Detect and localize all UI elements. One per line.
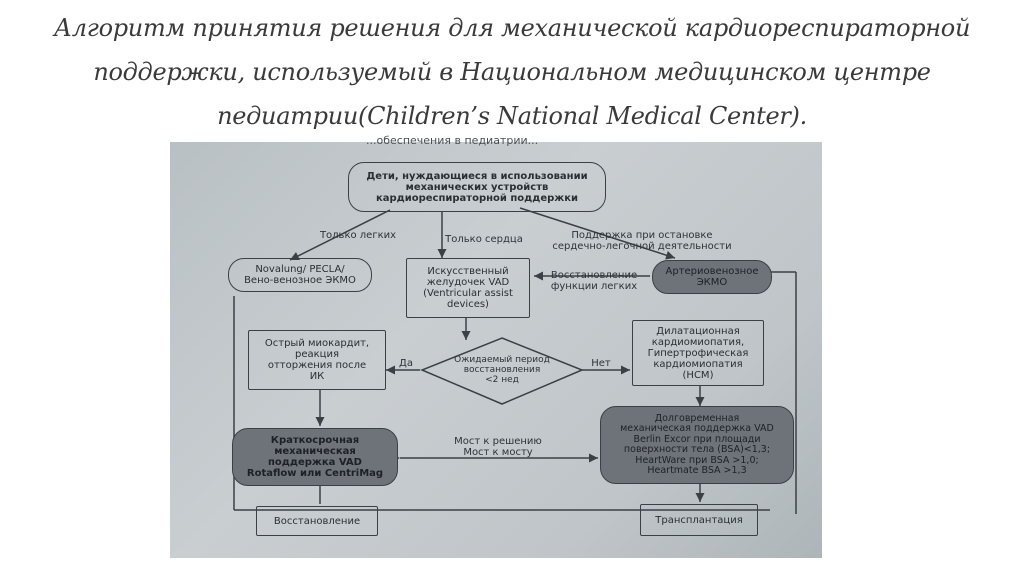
- node-myocarditis: Острый миокардит, реакция отторжения после ИК: [248, 330, 386, 390]
- node-short-term-vad: Краткосрочная механическая поддержка VAD Rotaflow или CentriMag: [232, 428, 398, 486]
- label-lungs-only: Только легких: [319, 230, 397, 241]
- decision-text: Ожидаемый период восстановления <2 нед: [454, 355, 550, 385]
- node-novalung: Novalung/ PECLA/ Вено-венозное ЭКМО: [228, 258, 372, 292]
- node-cardiomyopathy: Дилатационная кардиомиопатия, Гипертрофическая кардиомиопатия (HCM): [632, 320, 764, 386]
- node-long-term-vad: Долговременная механическая поддержка VAD Berlin Excor при площади поверхности тела (BSA)<1,3; HeartWare при BSA >1,0; Heartmate BSA >1,3: [600, 406, 794, 484]
- node-transplant: Трансплантация: [640, 504, 758, 536]
- cut-off-header: ...обеспечения в педиатрии...: [366, 134, 539, 147]
- label-arrest-support: Поддержка при остановке сердечно-легочной деятельности: [552, 230, 732, 252]
- label-no: Нет: [591, 358, 611, 369]
- label-yes: Да: [399, 358, 413, 369]
- node-recovery: Восстановление: [256, 506, 378, 536]
- label-bridge: Мост к решению Мост к мосту: [454, 436, 542, 458]
- node-vad: Искусственный желудочек VAD (Ventricular assist devices): [406, 258, 530, 318]
- node-start: Дети, нуждающиеся в использовании механических устройств кардиореспираторной поддержки: [348, 162, 606, 212]
- node-av-ecmo: Артериовенозное ЭКМО: [652, 260, 772, 294]
- title-line-1: Алгоритм принятия решения для механической кардиореспираторной: [53, 14, 971, 42]
- title-line-3: педиатрии(Children’s National Medical Center).: [217, 102, 807, 130]
- title-line-2: поддержки, используемый в Национальном медицинском центре: [93, 58, 931, 86]
- flowchart-photo: [170, 134, 822, 558]
- slide-title: [0, 6, 1024, 138]
- label-heart-only: Только сердца: [445, 234, 523, 245]
- label-lung-recovery: Восстановление функции легких: [550, 270, 638, 292]
